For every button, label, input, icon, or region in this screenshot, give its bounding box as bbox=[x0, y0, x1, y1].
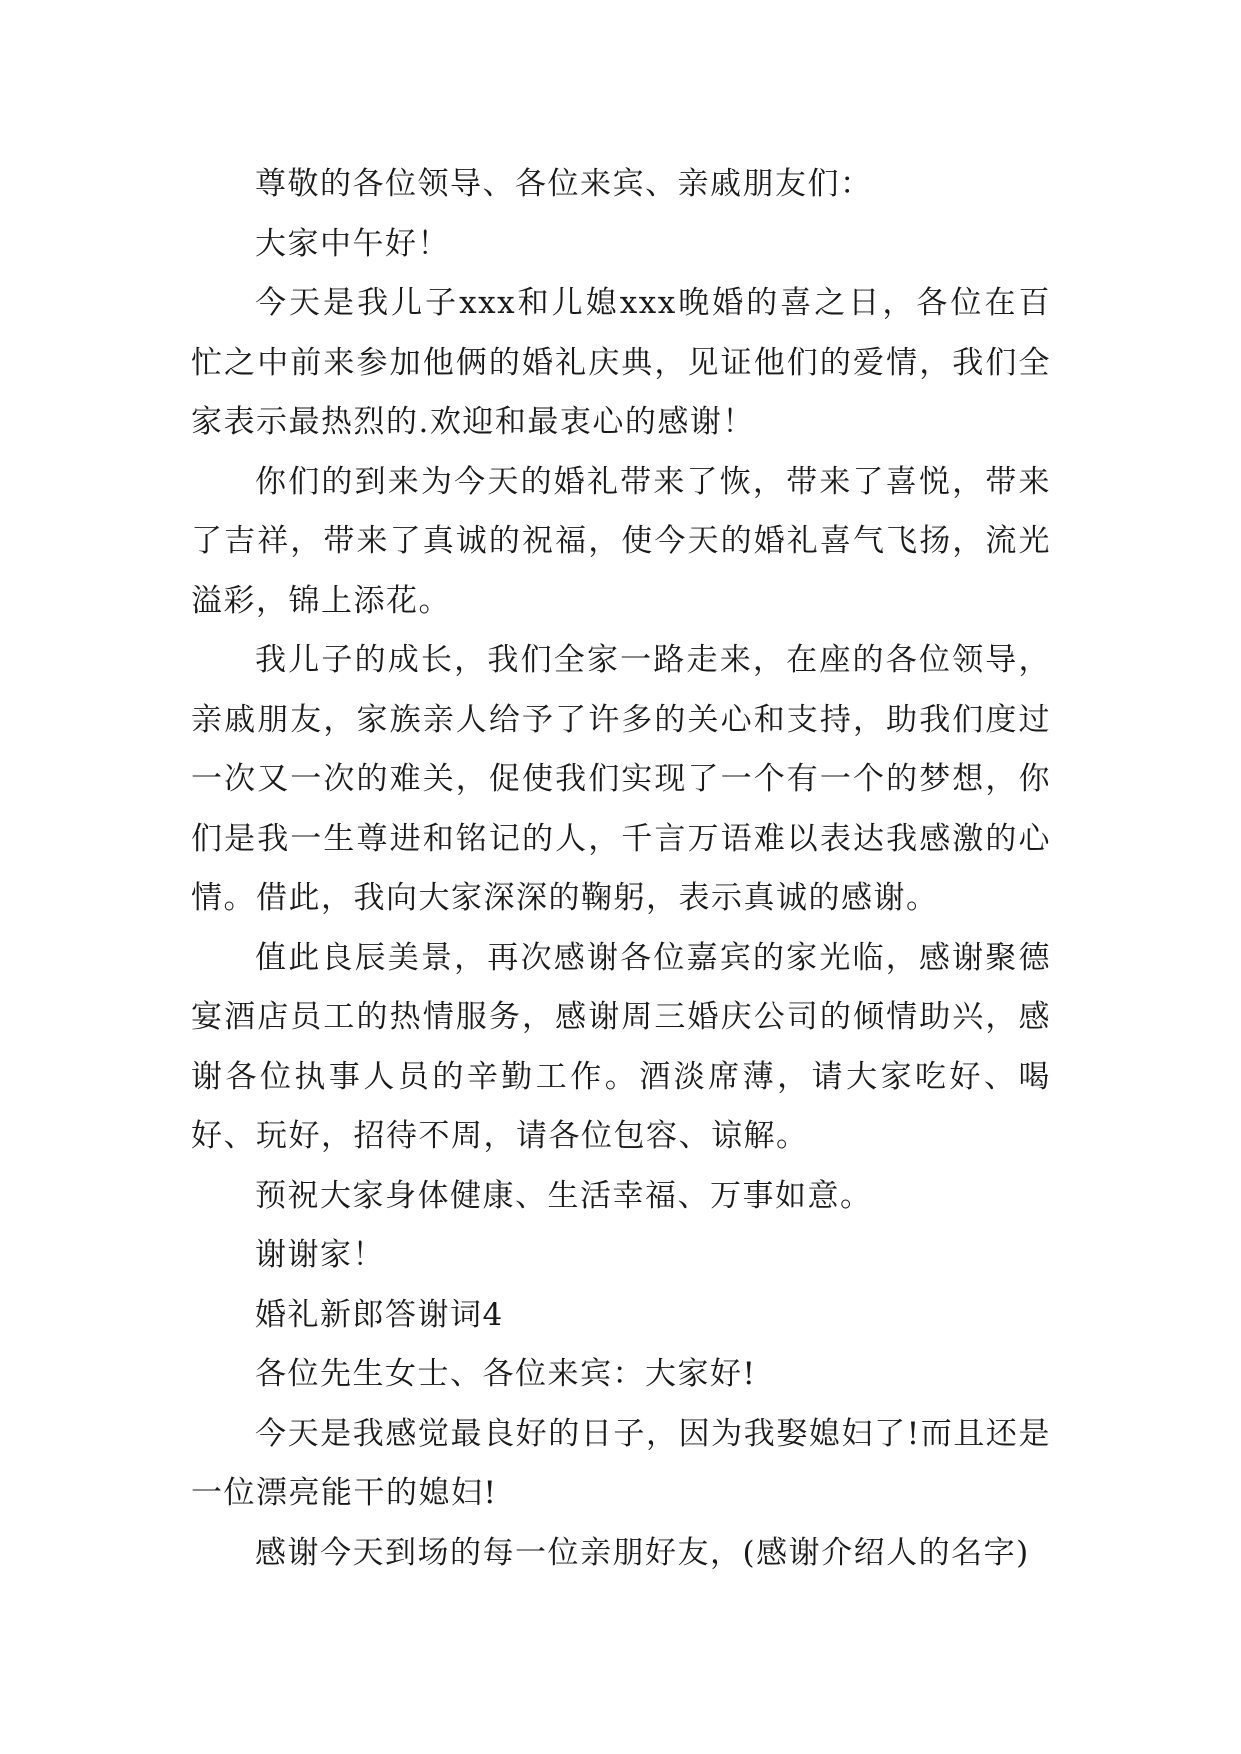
section-heading: 婚礼新郎答谢词4 bbox=[255, 1296, 504, 1333]
paragraph-wishes: 预祝大家身体健康、生活幸福、万事如意。 bbox=[255, 1177, 873, 1214]
paragraph-gratitude: 我儿子的成长，我们全家一路走来，在座的各位领导，亲戚朋友，家族亲人给予了许多的关心和支持，助我们度过一次又一次的难关，促使我们实现了一个有一个的梦想，你们是我一生尊进和铭记的人，千言万语难以表达我感激的心情。借此，我向大家深深的鞠躬，表示真诚的感谢。 bbox=[191, 642, 1051, 916]
paragraph-salutation: 尊敬的各位领导、各位来宾、亲戚朋友们： bbox=[255, 166, 873, 202]
paragraph-happy-day: 今天是我感觉最良好的日子，因为我娶媳妇了!而且还是一位漂亮能干的媳妇! bbox=[191, 1415, 1051, 1511]
document-body bbox=[191, 155, 1051, 1583]
paragraph-greeting: 大家中午好！ bbox=[255, 225, 450, 262]
paragraph-thanks-staff: 值此良辰美景，再次感谢各位嘉宾的家光临，感谢聚德宴酒店员工的热情服务，感谢周三婚庆公司的倾情助兴，感谢各位执事人员的辛勤工作。酒淡席薄，请大家吃好、喝好、玩好，招待不周，请各位包容、谅解。 bbox=[191, 939, 1051, 1154]
paragraph-salutation-2: 各位先生女士、各位来宾：大家好! bbox=[255, 1356, 757, 1392]
paragraph-welcome: 今天是我儿子xxx和儿媳xxx晚婚的喜之日，各位在百忙之中前来参加他俩的婚礼庆典，见证他们的爱情，我们全家表示最热烈的.欢迎和最衷心的感谢！ bbox=[191, 285, 1051, 440]
paragraph-closing: 谢谢家！ bbox=[255, 1237, 385, 1273]
paragraph-arrival: 你们的到来为今天的婚礼带来了恢，带来了喜悦，带来了吉祥，带来了真诚的祝福，使今天的婚礼喜气飞扬，流光溢彩，锦上添花。 bbox=[191, 463, 1051, 619]
paragraph-thanks-guests: 感谢今天到场的每一位亲朋好友，(感谢介绍人的名字) bbox=[255, 1534, 1030, 1571]
